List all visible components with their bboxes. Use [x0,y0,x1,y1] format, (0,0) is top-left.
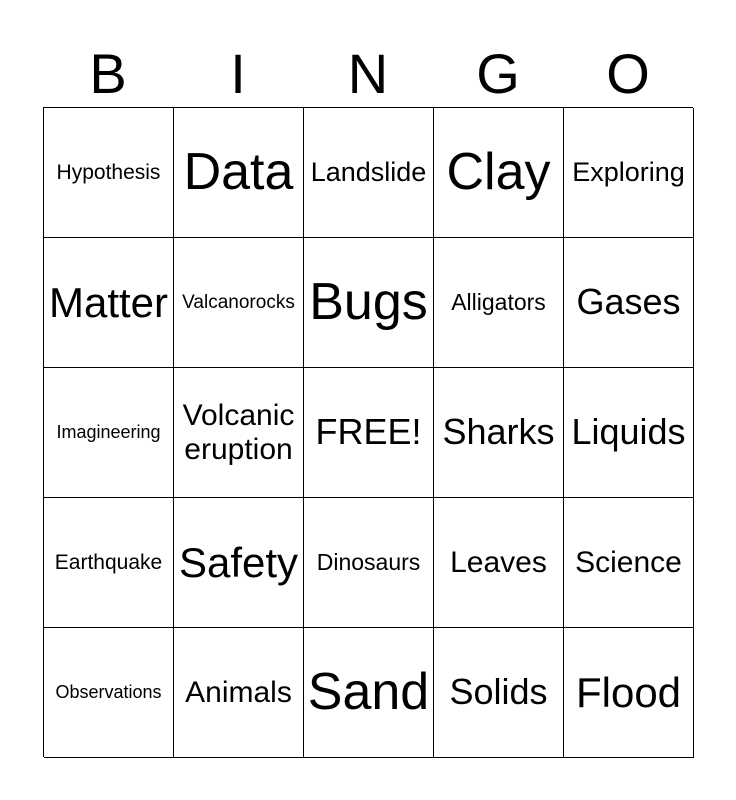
cell-label: Clay [446,143,551,202]
cell-label: Observations [55,682,162,703]
cell-label: Safety [178,538,299,586]
cell-label: Sand [307,663,430,722]
bingo-cell[interactable] [174,238,304,368]
cell-label: Hypothesis [56,160,161,184]
cell-label: Imagineering [56,422,161,443]
bingo-cell[interactable] [434,108,564,238]
bingo-cell[interactable] [564,368,694,498]
bingo-cell[interactable] [44,628,174,758]
bingo-cell[interactable] [174,628,304,758]
bingo-cell[interactable] [564,498,694,628]
cell-label: Exploring [572,157,685,188]
bingo-cell[interactable] [44,368,174,498]
cell-label: Dinosaurs [316,548,421,575]
bingo-cell[interactable] [44,498,174,628]
bingo-cell[interactable] [174,368,304,498]
bingo-cell[interactable] [564,628,694,758]
bingo-cell[interactable] [434,498,564,628]
cell-label: Landslide [310,157,427,188]
cell-label: Leaves [450,545,547,579]
bingo-cell[interactable] [304,238,434,368]
bingo-cell[interactable] [564,238,694,368]
header-letter-i: I [230,42,246,105]
header-letter-o: O [606,42,650,105]
cell-label: Science [575,545,682,579]
bingo-cell[interactable] [434,368,564,498]
cell-label: Alligators [451,288,546,315]
bingo-cell[interactable] [304,108,434,238]
cell-label: Sharks [442,411,555,453]
bingo-cell[interactable] [564,108,694,238]
bingo-cell[interactable] [44,108,174,238]
free-space-label: FREE! [315,411,422,453]
bingo-cell[interactable] [434,238,564,368]
bingo-card-grid [43,107,693,757]
cell-label: Valcanorocks [182,291,295,313]
bingo-header [43,40,693,108]
cell-label: Matter [48,278,169,326]
header-letter-g: G [476,42,520,105]
cell-label: Liquids [571,411,686,453]
cell-label: Flood [575,668,682,716]
bingo-cell free-space[interactable] [304,368,434,498]
cell-label: Animals [185,675,292,709]
cell-label: Bugs [309,273,428,332]
bingo-cell[interactable] [174,498,304,628]
header-letter-b: B [89,42,127,105]
cell-label: Data [183,143,294,202]
bingo-cell[interactable] [44,238,174,368]
header-letter-n: N [347,42,389,105]
bingo-cell[interactable] [434,628,564,758]
cell-label: Gases [576,281,681,323]
cell-label: Solids [449,671,548,713]
cell-label: Volcanic eruption [182,398,295,466]
bingo-cell[interactable] [174,108,304,238]
bingo-cell[interactable] [304,498,434,628]
cell-label: Earthquake [54,550,163,574]
bingo-cell[interactable] [304,628,434,758]
